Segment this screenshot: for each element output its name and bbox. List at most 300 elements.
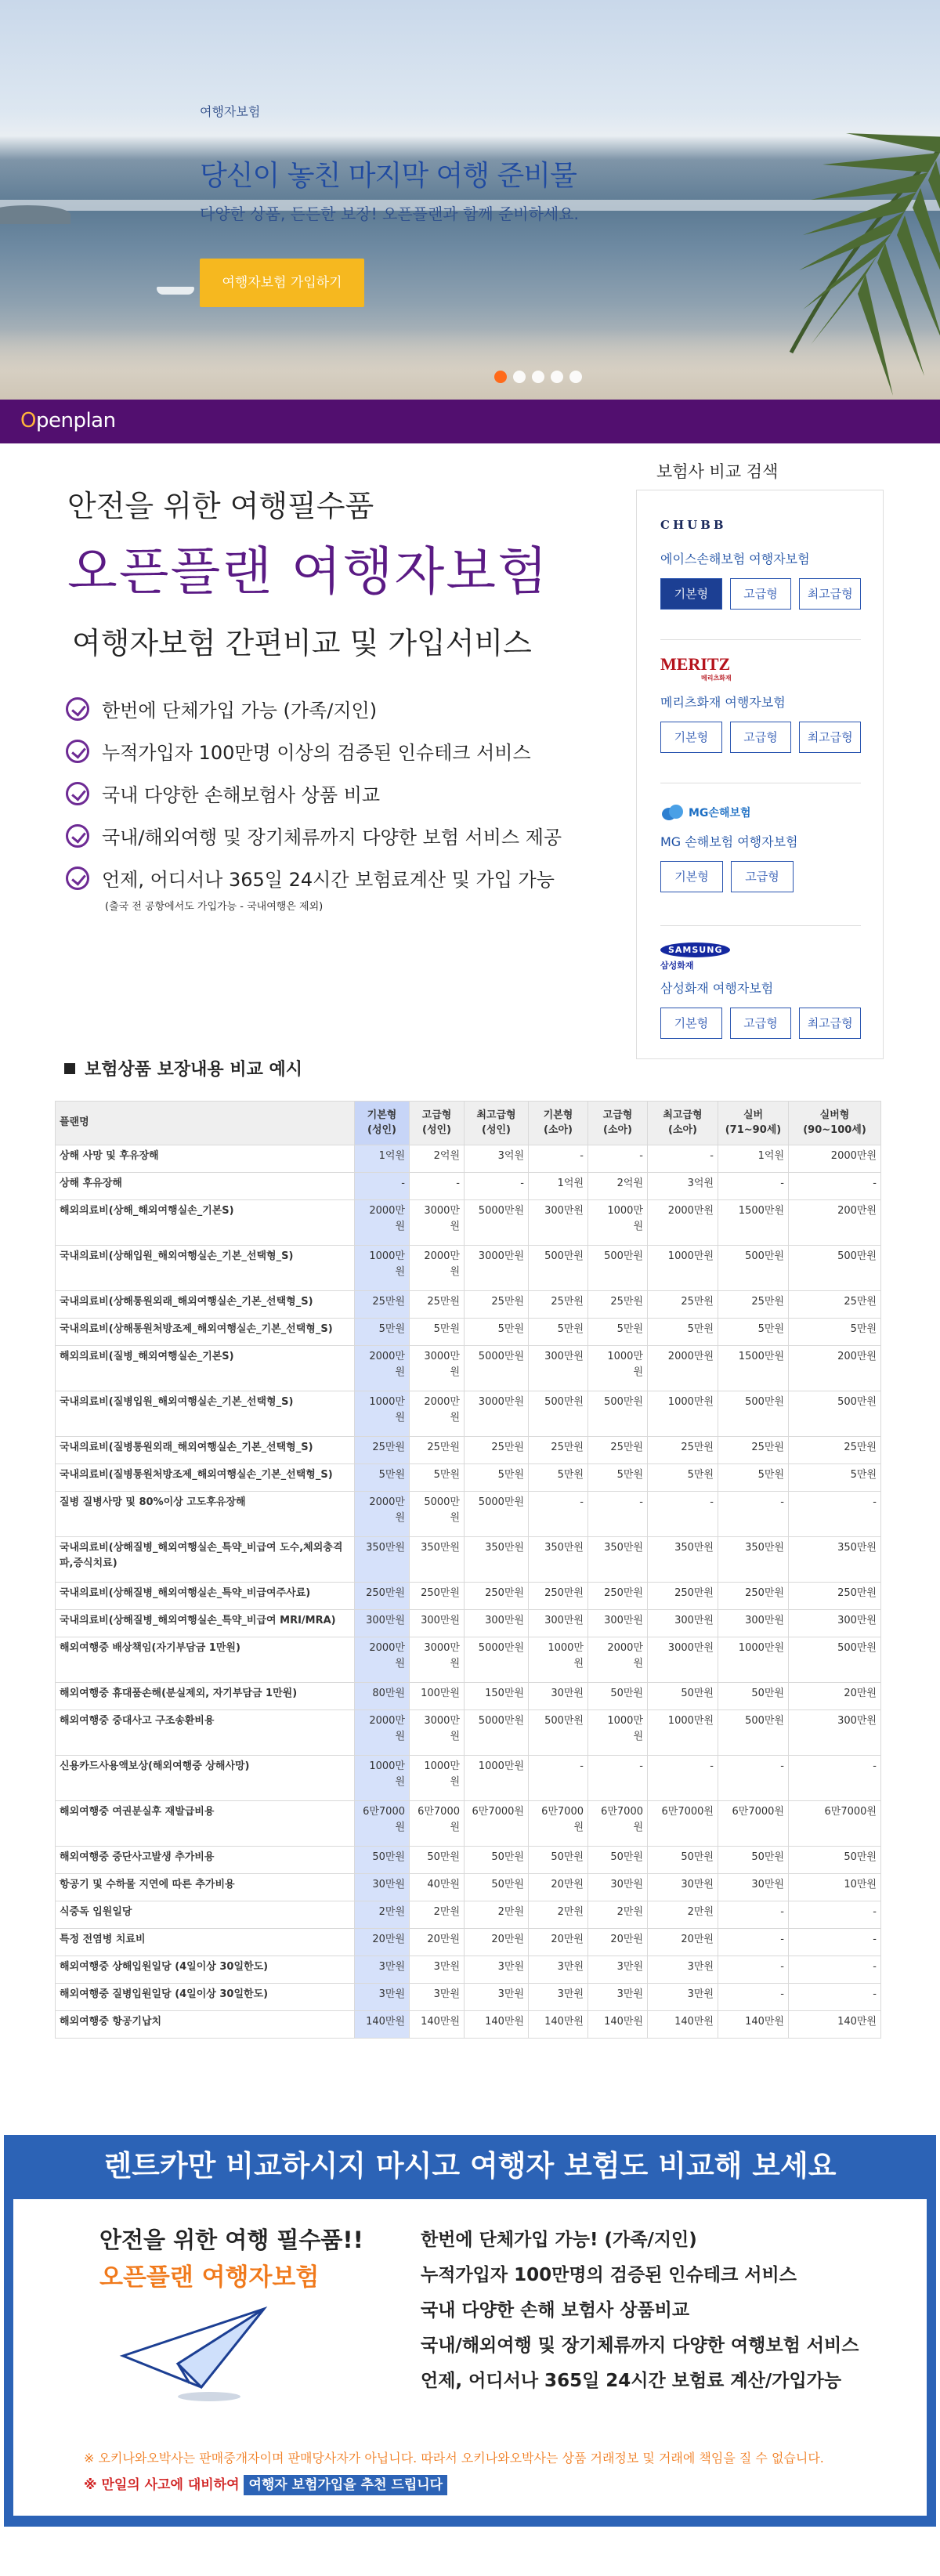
coverage-value-cell: 30만원 <box>355 1874 410 1901</box>
coverage-value-cell: 5만원 <box>789 1464 881 1492</box>
coverage-value-cell: 1억원 <box>718 1145 789 1173</box>
coverage-value-cell: 6만7000원 <box>465 1801 529 1847</box>
coverage-value-cell: 5만원 <box>529 1319 588 1346</box>
coverage-value-cell: - <box>718 1901 789 1929</box>
coverage-value-cell: 3000만원 <box>465 1246 529 1291</box>
coverage-value-cell: 2만원 <box>465 1901 529 1929</box>
coverage-value-cell: 50만원 <box>789 1847 881 1874</box>
coverage-value-cell: - <box>789 1984 881 2011</box>
coverage-value-cell: - <box>588 1756 648 1801</box>
logo-mark: O <box>20 409 36 432</box>
coverage-value-cell: 300만원 <box>588 1610 648 1637</box>
coverage-name-cell: 해외여행중 휴대품손해(분실제외, 자기부담금 1만원) <box>56 1683 355 1710</box>
coverage-value-cell: 500만원 <box>718 1710 789 1756</box>
coverage-value-cell: 10만원 <box>789 1874 881 1901</box>
coverage-value-cell: 300만원 <box>789 1610 881 1637</box>
banner-kicker: 안전을 위한 여행 필수품!! <box>99 2227 363 2253</box>
coverage-value-cell: 350만원 <box>718 1537 789 1583</box>
coverage-value-cell: - <box>789 1492 881 1537</box>
coverage-value-cell: 3만원 <box>410 1956 465 1984</box>
column-header: 기본형 (소아) <box>529 1102 588 1145</box>
coverage-value-cell: 2억원 <box>588 1173 648 1200</box>
coverage-value-cell: 250만원 <box>355 1583 410 1610</box>
feature-item <box>66 695 377 722</box>
slide-dot-1[interactable] <box>494 371 507 383</box>
coverage-name-cell: 국내의료비(질병통원처방조제_해외여행실손_기본_선택형_S) <box>56 1464 355 1492</box>
coverage-value-cell: 500만원 <box>588 1246 648 1291</box>
coverage-name-cell: 국내의료비(질병입원_해외여행실손_기본_선택형_S) <box>56 1391 355 1437</box>
intro-subtitle: 여행자보험 간편비교 및 가입서비스 <box>72 626 532 660</box>
top-plan-button[interactable]: 최고급형 <box>799 578 861 610</box>
coverage-value-cell: 100만원 <box>410 1683 465 1710</box>
basic-plan-button[interactable]: 기본형 <box>660 578 722 610</box>
hero-subtitle: 다양한 상품, 든든한 보장! 오픈플랜과 함께 준비하세요. <box>200 204 579 223</box>
coverage-value-cell: 25만원 <box>410 1291 465 1319</box>
coverage-value-cell: 3만원 <box>465 1956 529 1984</box>
coverage-value-cell: 2000만 원 <box>355 1637 410 1683</box>
slide-dot-2[interactable] <box>513 371 526 383</box>
banner-feature: 국내 다양한 손해 보험사 상품비교 <box>421 2300 690 2321</box>
coverage-value-cell: 2000만원 <box>789 1145 881 1173</box>
coverage-value-cell: 2000만 원 <box>355 1200 410 1246</box>
coverage-value-cell: 1500만원 <box>718 1346 789 1391</box>
insurer-chubb <box>660 518 861 610</box>
coverage-value-cell: 350만원 <box>588 1537 648 1583</box>
coverage-value-cell: 50만원 <box>465 1847 529 1874</box>
top-plan-button[interactable]: 최고급형 <box>799 722 861 753</box>
coverage-value-cell: 250만원 <box>588 1583 648 1610</box>
coverage-value-cell: 2000만 원 <box>410 1246 465 1291</box>
table-header-row <box>56 1102 881 1145</box>
coverage-value-cell: 1000만원 <box>648 1710 718 1756</box>
coverage-value-cell: 3만원 <box>355 1956 410 1984</box>
coverage-value-cell: 5000만원 <box>465 1710 529 1756</box>
coverage-value-cell: 3000만 원 <box>410 1200 465 1246</box>
coverage-value-cell: 3만원 <box>588 1984 648 2011</box>
coverage-value-cell: 500만원 <box>789 1391 881 1437</box>
coverage-value-cell: 300만원 <box>529 1610 588 1637</box>
slide-dot-4[interactable] <box>551 371 563 383</box>
coverage-value-cell: 250만원 <box>648 1583 718 1610</box>
coverage-value-cell: - <box>355 1173 410 1200</box>
premium-plan-button[interactable]: 고급형 <box>730 1008 792 1039</box>
check-circle-icon <box>66 697 89 721</box>
coverage-value-cell: 30만원 <box>588 1874 648 1901</box>
slide-dot-5[interactable] <box>569 371 582 383</box>
divider <box>660 925 861 926</box>
coverage-value-cell: 3000만 원 <box>410 1346 465 1391</box>
table-row <box>56 1756 881 1801</box>
square-bullet-icon <box>64 1063 75 1074</box>
feature-item <box>66 737 531 765</box>
check-circle-icon <box>66 824 89 848</box>
coverage-value-cell: - <box>718 1956 789 1984</box>
coverage-value-cell: 2000만 원 <box>355 1710 410 1756</box>
coverage-value-cell: - <box>529 1145 588 1173</box>
coverage-value-cell: 5만원 <box>355 1464 410 1492</box>
coverage-value-cell: 50만원 <box>648 1847 718 1874</box>
coverage-name-cell: 국내의료비(상해통원외래_해외여행실손_기본_선택형_S) <box>56 1291 355 1319</box>
coverage-value-cell: 5만원 <box>410 1319 465 1346</box>
coverage-value-cell: - <box>588 1492 648 1537</box>
coverage-value-cell: 250만원 <box>529 1583 588 1610</box>
coverage-value-cell: 50만원 <box>718 1847 789 1874</box>
coverage-value-cell: 2000만 원 <box>588 1637 648 1683</box>
insurer-name[interactable]: MG 손해보험 여행자보험 <box>660 834 798 849</box>
check-circle-icon <box>66 867 89 890</box>
coverage-value-cell: 350만원 <box>355 1537 410 1583</box>
coverage-value-cell: 2000만 원 <box>355 1346 410 1391</box>
coverage-value-cell: 5만원 <box>529 1464 588 1492</box>
table-row <box>56 1847 881 1874</box>
coverage-value-cell: 25만원 <box>648 1291 718 1319</box>
coverage-value-cell: 50만원 <box>410 1847 465 1874</box>
table-row <box>56 1291 881 1319</box>
coverage-value-cell: 30만원 <box>529 1683 588 1710</box>
coverage-value-cell: 350만원 <box>789 1537 881 1583</box>
coverage-value-cell: 350만원 <box>529 1537 588 1583</box>
coverage-value-cell: 5000만원 <box>465 1200 529 1246</box>
coverage-value-cell: 6만7000원 <box>718 1801 789 1847</box>
insurer-samsung <box>660 941 861 1039</box>
coverage-value-cell: 1000만 원 <box>588 1346 648 1391</box>
coverage-value-cell: 3억원 <box>465 1145 529 1173</box>
coverage-value-cell: 140만원 <box>588 2011 648 2039</box>
feature-item <box>66 864 555 892</box>
coverage-name-cell: 식중독 입원일당 <box>56 1901 355 1929</box>
coverage-value-cell: 6만7000 원 <box>410 1801 465 1847</box>
recommendation-text: ※ 만일의 사고에 대비하여 여행자 보험가입을 추천 드립니다 <box>84 2473 447 2493</box>
coverage-value-cell: - <box>465 1173 529 1200</box>
table-row <box>56 1145 881 1173</box>
coverage-value-cell: 1000만 원 <box>355 1391 410 1437</box>
coverage-name-cell: 신용카드사용액보상(해외여행중 상해사망) <box>56 1756 355 1801</box>
coverage-value-cell: 500만원 <box>718 1246 789 1291</box>
coverage-value-cell: 30만원 <box>648 1874 718 1901</box>
plan-buttons <box>660 1008 861 1039</box>
banner-feature: 언제, 어디서나 365일 24시간 보험료 계산/가입가능 <box>421 2371 842 2391</box>
coverage-table-title: 보험상품 보장내용 비교 예시 <box>64 1056 302 1080</box>
feature-note: (출국 전 공항에서도 가입가능 - 국내여행은 제외) <box>105 901 324 913</box>
coverage-value-cell: 140만원 <box>529 2011 588 2039</box>
insurer-name[interactable]: 메리츠화재 여행자보험 <box>660 695 786 710</box>
table-row <box>56 1710 881 1756</box>
coverage-value-cell: 20만원 <box>355 1929 410 1956</box>
coverage-name-cell: 국내의료비(상해질병_해외여행실손_특약_비급여 MRI/MRA) <box>56 1610 355 1637</box>
feature-item <box>66 822 562 849</box>
coverage-value-cell: - <box>789 1956 881 1984</box>
chubb-logo: CHUBB <box>660 518 727 532</box>
coverage-value-cell: 5만원 <box>588 1464 648 1492</box>
coverage-value-cell: - <box>789 1901 881 1929</box>
coverage-value-cell: 1000만 원 <box>588 1710 648 1756</box>
coverage-value-cell: 25만원 <box>648 1437 718 1464</box>
coverage-value-cell: 3000만 원 <box>410 1637 465 1683</box>
disclaimer-text: ※ 오키나와오박사는 판매중개자이며 판매당사자가 아닙니다. 따라서 오키나와오박사는 상품 거래정보 및 거래에 책임을 질 수 없습니다. <box>84 2451 824 2466</box>
table-row <box>56 1801 881 1847</box>
coverage-value-cell: 20만원 <box>410 1929 465 1956</box>
coverage-value-cell: 50만원 <box>588 1683 648 1710</box>
coverage-value-cell: 5만원 <box>588 1319 648 1346</box>
premium-plan-button[interactable]: 고급형 <box>731 861 794 892</box>
coverage-value-cell: 350만원 <box>410 1537 465 1583</box>
coverage-value-cell: 50만원 <box>648 1683 718 1710</box>
coverage-value-cell: 1000만 원 <box>529 1637 588 1683</box>
coverage-value-cell: 80만원 <box>355 1683 410 1710</box>
coverage-value-cell: 300만원 <box>355 1610 410 1637</box>
coverage-value-cell: 25만원 <box>718 1437 789 1464</box>
coverage-value-cell: 3만원 <box>529 1984 588 2011</box>
plan-buttons <box>660 722 861 753</box>
coverage-value-cell: 5000만원 <box>465 1492 529 1537</box>
coverage-value-cell: 200만원 <box>789 1200 881 1246</box>
table-row <box>56 1464 881 1492</box>
coverage-value-cell: 5000만 원 <box>410 1492 465 1537</box>
coverage-value-cell: 20만원 <box>648 1929 718 1956</box>
coverage-value-cell: 6만7000원 <box>648 1801 718 1847</box>
feature-text: 국내 다양한 손해보험사 상품 비교 <box>102 784 381 806</box>
table-row <box>56 1929 881 1956</box>
coverage-value-cell: - <box>789 1929 881 1956</box>
insurer-search-title: 보험사 비교 검색 <box>656 462 779 481</box>
table-row <box>56 1437 881 1464</box>
coverage-value-cell: 250만원 <box>718 1583 789 1610</box>
basic-plan-button[interactable]: 기본형 <box>660 1008 722 1039</box>
coverage-value-cell: 3만원 <box>410 1984 465 2011</box>
hero-kicker: 여행자보험 <box>200 104 261 119</box>
openplan-logo[interactable] <box>20 409 116 432</box>
coverage-value-cell: 2000만 원 <box>410 1391 465 1437</box>
coverage-value-cell: 6만7000 원 <box>529 1801 588 1847</box>
coverage-value-cell: 30만원 <box>718 1874 789 1901</box>
insurer-mg <box>660 801 861 892</box>
intro-kicker: 안전을 위한 여행필수품 <box>67 489 374 523</box>
join-travel-insurance-button[interactable]: 여행자보험 가입하기 <box>200 259 364 307</box>
coverage-value-cell: 50만원 <box>529 1847 588 1874</box>
coverage-value-cell: 25만원 <box>588 1437 648 1464</box>
banner-feature: 누적가입자 100만명의 검증된 인슈테크 서비스 <box>421 2265 797 2285</box>
coverage-value-cell: 25만원 <box>355 1291 410 1319</box>
coverage-value-cell: 2000만원 <box>648 1200 718 1246</box>
coverage-value-cell: 25만원 <box>465 1291 529 1319</box>
coverage-value-cell: 20만원 <box>789 1683 881 1710</box>
coverage-name-cell: 상해 사망 및 후유장해 <box>56 1145 355 1173</box>
coverage-name-cell: 국내의료비(상해통원처방조제_해외여행실손_기본_선택형_S) <box>56 1319 355 1346</box>
coverage-value-cell: 50만원 <box>588 1847 648 1874</box>
samsung-logo: SAMSUNG 삼성화재 <box>660 941 861 971</box>
coverage-name-cell: 해외여행중 중대사고 구조송환비용 <box>56 1710 355 1756</box>
slide-indicator <box>494 371 582 383</box>
coverage-value-cell: 25만원 <box>529 1291 588 1319</box>
column-header: 실버 (71~90세) <box>718 1102 789 1145</box>
coverage-value-cell: 500만원 <box>718 1391 789 1437</box>
coverage-value-cell: 25만원 <box>355 1437 410 1464</box>
feature-item <box>66 780 380 807</box>
hero-banner <box>0 0 940 400</box>
island-silhouette <box>0 205 70 224</box>
coverage-value-cell: 500만원 <box>789 1246 881 1291</box>
coverage-value-cell: 2만원 <box>588 1901 648 1929</box>
coverage-value-cell: 5만원 <box>648 1319 718 1346</box>
coverage-value-cell: 150만원 <box>465 1683 529 1710</box>
coverage-value-cell: - <box>648 1145 718 1173</box>
coverage-value-cell: 5만원 <box>465 1464 529 1492</box>
coverage-value-cell: - <box>718 1929 789 1956</box>
coverage-value-cell: 500만원 <box>588 1391 648 1437</box>
coverage-value-cell: 140만원 <box>410 2011 465 2039</box>
boat <box>157 287 194 295</box>
coverage-value-cell: 1000만원 <box>465 1756 529 1801</box>
table-row <box>56 1874 881 1901</box>
column-header: 최고급형 (소아) <box>648 1102 718 1145</box>
coverage-value-cell: 1000만원 <box>718 1637 789 1683</box>
coverage-value-cell: - <box>529 1492 588 1537</box>
coverage-name-cell: 해외여행중 질병입원일당 (4일이상 30일한도) <box>56 1984 355 2011</box>
coverage-value-cell: 25만원 <box>718 1291 789 1319</box>
coverage-name-cell: 상해 후유장해 <box>56 1173 355 1200</box>
coverage-value-cell: 5만원 <box>410 1464 465 1492</box>
table-row <box>56 1492 881 1537</box>
coverage-value-cell: - <box>410 1173 465 1200</box>
column-header: 실버형 (90~100세) <box>789 1102 881 1145</box>
coverage-value-cell: 5000만원 <box>465 1637 529 1683</box>
coverage-value-cell: 2만원 <box>410 1901 465 1929</box>
column-header: 플랜명 <box>56 1102 355 1145</box>
table-row <box>56 1346 881 1391</box>
plan-buttons <box>660 578 861 610</box>
coverage-name-cell: 해외여행중 배상책임(자기부담금 1만원) <box>56 1637 355 1683</box>
coverage-value-cell: 500만원 <box>529 1246 588 1291</box>
coverage-value-cell: 250만원 <box>465 1583 529 1610</box>
coverage-value-cell: 140만원 <box>355 2011 410 2039</box>
coverage-name-cell: 특정 전염병 치료비 <box>56 1929 355 1956</box>
column-header: 기본형 (성인) <box>355 1102 410 1145</box>
coverage-value-cell: 350만원 <box>648 1537 718 1583</box>
coverage-value-cell: 200만원 <box>789 1346 881 1391</box>
coverage-value-cell: 3억원 <box>648 1173 718 1200</box>
coverage-value-cell: 25만원 <box>410 1437 465 1464</box>
column-header: 최고급형 (성인) <box>465 1102 529 1145</box>
coverage-name-cell: 해외의료비(질병_해외여행실손_기본S) <box>56 1346 355 1391</box>
coverage-name-cell: 해외여행중 여권분실후 재발급비용 <box>56 1801 355 1847</box>
banner-feature-list <box>421 2223 859 2399</box>
banner-product-name: 오픈플랜 여행자보험 <box>99 2263 320 2292</box>
table-row <box>56 1637 881 1683</box>
coverage-name-cell: 국내의료비(질병통원외래_해외여행실손_기본_선택형_S) <box>56 1437 355 1464</box>
table-row <box>56 1200 881 1246</box>
basic-plan-button[interactable]: 기본형 <box>660 722 722 753</box>
coverage-value-cell: 3000만원 <box>648 1637 718 1683</box>
coverage-value-cell: 2만원 <box>355 1901 410 1929</box>
coverage-value-cell: 300만원 <box>789 1710 881 1756</box>
top-plan-button[interactable]: 최고급형 <box>799 1008 861 1039</box>
mg-cloud-icon <box>660 804 684 821</box>
coverage-value-cell: - <box>789 1756 881 1801</box>
coverage-value-cell: - <box>648 1756 718 1801</box>
coverage-value-cell: - <box>718 1756 789 1801</box>
coverage-value-cell: 2만원 <box>648 1901 718 1929</box>
coverage-value-cell: 3000만 원 <box>410 1710 465 1756</box>
premium-plan-button[interactable]: 고급형 <box>730 722 792 753</box>
table-row <box>56 1583 881 1610</box>
coverage-value-cell: 1억원 <box>355 1145 410 1173</box>
coverage-value-cell: 3만원 <box>648 1984 718 2011</box>
check-circle-icon <box>66 740 89 763</box>
coverage-value-cell: 50만원 <box>355 1847 410 1874</box>
paper-plane-icon <box>115 2301 272 2411</box>
coverage-value-cell: 300만원 <box>529 1200 588 1246</box>
basic-plan-button[interactable]: 기본형 <box>660 861 723 892</box>
plan-buttons <box>660 861 861 892</box>
coverage-value-cell: 1억원 <box>529 1173 588 1200</box>
coverage-value-cell: 2만원 <box>529 1901 588 1929</box>
coverage-value-cell: 5만원 <box>648 1464 718 1492</box>
palm-leaf-image <box>642 118 940 400</box>
coverage-value-cell: 5만원 <box>718 1319 789 1346</box>
column-header: 고급형 (소아) <box>588 1102 648 1145</box>
insurer-name[interactable]: 삼성화재 여행자보험 <box>660 981 774 996</box>
check-circle-icon <box>66 782 89 805</box>
coverage-value-cell: 3만원 <box>529 1956 588 1984</box>
coverage-name-cell: 해외여행중 중단사고발생 추가비용 <box>56 1847 355 1874</box>
coverage-name-cell: 해외여행중 상해입원일당 (4일이상 30일한도) <box>56 1956 355 1984</box>
coverage-name-cell: 해외의료비(상해_해외여행실손_기본S) <box>56 1200 355 1246</box>
coverage-value-cell: 2000만원 <box>648 1346 718 1391</box>
recommendation-highlight: 여행자 보험가입을 추천 드립니다 <box>244 2475 447 2495</box>
hero-title: 당신이 놓친 마지막 여행 준비물 <box>200 160 577 192</box>
coverage-value-cell: - <box>648 1492 718 1537</box>
banner-title: 렌트카만 비교하시지 마시고 여행자 보험도 비교해 보세요 <box>103 2149 837 2183</box>
coverage-name-cell: 항공기 및 수하물 지연에 따른 추가비용 <box>56 1874 355 1901</box>
slide-dot-3[interactable] <box>532 371 544 383</box>
coverage-value-cell: 25만원 <box>529 1437 588 1464</box>
coverage-value-cell: - <box>588 1145 648 1173</box>
table-row <box>56 1246 881 1291</box>
coverage-value-cell: 5만원 <box>789 1319 881 1346</box>
coverage-value-cell: 6만7000원 <box>789 1801 881 1847</box>
coverage-value-cell: 2000만 원 <box>355 1492 410 1537</box>
coverage-value-cell: 25만원 <box>789 1291 881 1319</box>
coverage-value-cell: 3000만원 <box>465 1391 529 1437</box>
feature-text: 누적가입자 100만명 이상의 검증된 인슈테크 서비스 <box>102 742 531 764</box>
coverage-value-cell: 50만원 <box>718 1683 789 1710</box>
coverage-value-cell: 250만원 <box>789 1583 881 1610</box>
coverage-value-cell: 350만원 <box>465 1537 529 1583</box>
coverage-value-cell: 300만원 <box>648 1610 718 1637</box>
coverage-value-cell: 20만원 <box>465 1929 529 1956</box>
logo-text: penplan <box>35 409 116 432</box>
insurer-compare-panel <box>636 490 884 1059</box>
premium-plan-button[interactable]: 고급형 <box>730 578 792 610</box>
banner-feature: 국내/해외여행 및 장기체류까지 다양한 여행보험 서비스 <box>421 2335 859 2356</box>
coverage-value-cell: - <box>529 1756 588 1801</box>
coverage-value-cell: 40만원 <box>410 1874 465 1901</box>
coverage-value-cell: 1000만원 <box>648 1246 718 1291</box>
coverage-value-cell: 20만원 <box>529 1929 588 1956</box>
table-row <box>56 1901 881 1929</box>
coverage-value-cell: - <box>718 1984 789 2011</box>
coverage-value-cell: 1000만 원 <box>355 1756 410 1801</box>
table-row <box>56 1956 881 1984</box>
coverage-value-cell: 5만원 <box>355 1319 410 1346</box>
coverage-value-cell: 1000만 원 <box>410 1756 465 1801</box>
coverage-value-cell: 6만7000 원 <box>588 1801 648 1847</box>
intro-title: 오픈플랜 여행자보험 <box>67 541 549 602</box>
coverage-value-cell: 140만원 <box>648 2011 718 2039</box>
table-row <box>56 1173 881 1200</box>
coverage-value-cell: 2억원 <box>410 1145 465 1173</box>
insurer-name[interactable]: 에이스손해보험 여행자보험 <box>660 552 810 566</box>
